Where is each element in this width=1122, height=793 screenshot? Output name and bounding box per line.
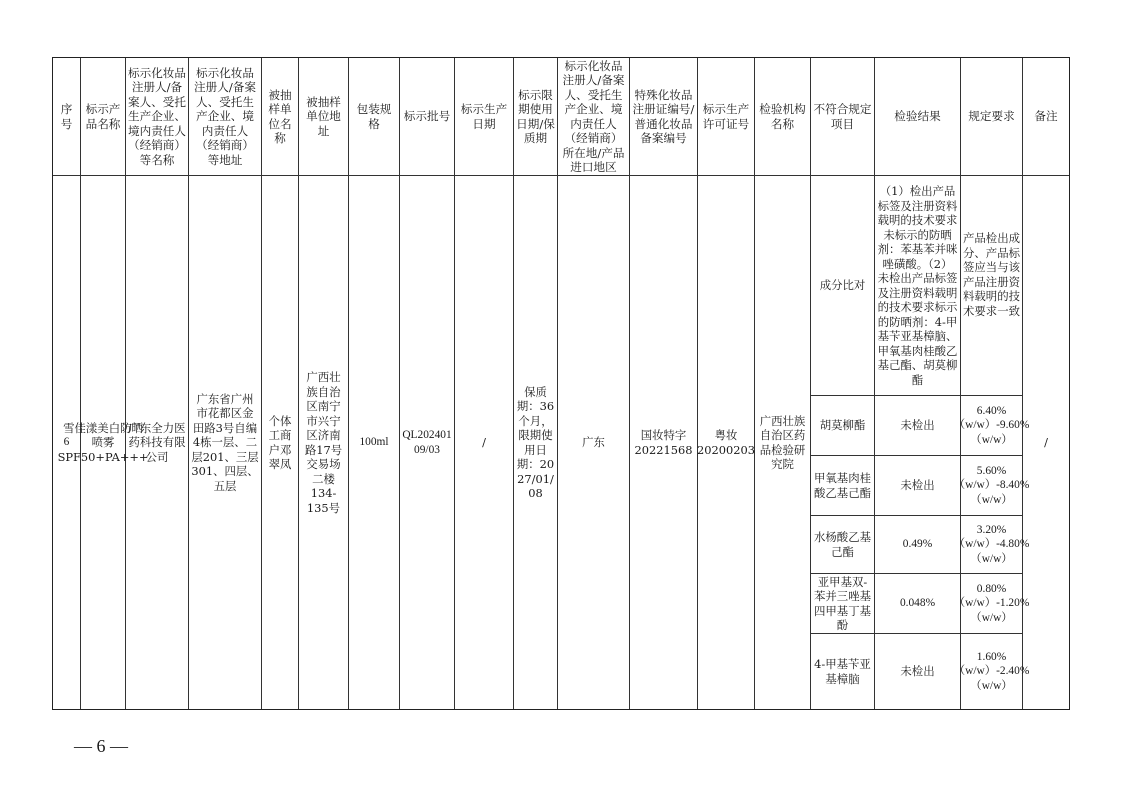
page-number: — 6 — [74, 736, 128, 756]
cell-requirement-6: 1.60%（w/w）-2.40%（w/w） [961, 634, 1023, 709]
cell-requirement-4: 3.20%（w/w）-4.80%（w/w） [961, 516, 1023, 574]
cell-result-5: 0.048% [875, 574, 961, 634]
cell-item-4: 水杨酸乙基己酯 [811, 516, 875, 574]
cell-license: 粤妆20200203 [698, 176, 755, 709]
cell-requirement-3: 5.60%（w/w）-8.40%（w/w） [961, 456, 1023, 516]
header-license: 标示生产许可证号 [698, 58, 755, 176]
header-item: 不符合规定项目 [811, 58, 875, 176]
cell-requirement-2: 6.40%（w/w）-9.60%（w/w） [961, 396, 1023, 456]
cell-sampled-address: 广西壮族自治区南宁市兴宁区济南路17号交易场二楼134-135号 [299, 176, 349, 709]
header-spec: 包装规格 [349, 58, 400, 176]
cell-item-5: 亚甲基双-苯并三唑基四甲基丁基酚 [811, 574, 875, 634]
header-prod-date: 标示生产日期 [455, 58, 514, 176]
header-product: 标示产品名称 [81, 58, 126, 176]
header-result: 检验结果 [875, 58, 961, 176]
cell-address: 广东省广州市花都区金田路3号自编4栋一层、二层201、三层301、四层、五层 [189, 176, 262, 709]
header-cert: 特殊化妆品注册证编号/普通化妆品备案编号 [630, 58, 698, 176]
cell-result-6: 未检出 [875, 634, 961, 709]
cell-requirement-1: 产品检出成分、产品标签应当与该产品注册资料载明的技术要求一致 [961, 176, 1023, 396]
cell-batch: QL20240109/03 [400, 176, 455, 709]
header-origin: 标示化妆品注册人/备案人、受托生产企业、境内责任人（经销商）所在地/产品进口地区 [558, 58, 630, 176]
header-seq: 序号 [53, 58, 81, 176]
cell-result-4: 0.49% [875, 516, 961, 574]
header-lab: 检验机构名称 [755, 58, 811, 176]
cell-item-2: 胡莫柳酯 [811, 396, 875, 456]
header-sampled-unit: 被抽样单位名称 [262, 58, 299, 176]
cell-shelf-life: 保质期：36个月，限期使用日期：2027/01/08 [514, 176, 558, 709]
cell-spec: 100ml [349, 176, 400, 709]
cell-item-1: 成分比对 [811, 176, 875, 396]
cell-remark: / [1044, 435, 1048, 450]
header-address: 标示化妆品注册人/备案人、受托生产企业、境内责任人（经销商）等地址 [189, 58, 262, 176]
header-sampled-address: 被抽样单位地址 [299, 58, 349, 176]
cell-requirement-5: 0.80%（w/w）-1.20%（w/w） [961, 574, 1023, 634]
cell-lab: 广西壮族自治区药品检验研究院 [755, 176, 811, 709]
cell-product: 雪佳漾美白防晒喷雾SPF50+PA+++ [81, 176, 126, 709]
cell-sampled-unit: 个体工商户邓翠凤 [262, 176, 299, 709]
cell-seq: 6 [53, 176, 81, 709]
cell-origin: 广东 [558, 176, 630, 709]
header-shelf-life: 标示限期使用日期/保质期 [514, 58, 558, 176]
header-remark: 备注 [1023, 58, 1069, 176]
cell-prod-date: / [455, 176, 514, 709]
cell-item-6: 4-甲基苄亚基樟脑 [811, 634, 875, 709]
cell-result-3: 未检出 [875, 456, 961, 516]
cell-cert: 国妆特字20221568 [630, 176, 698, 709]
header-batch: 标示批号 [400, 58, 455, 176]
inspection-table [52, 57, 1070, 710]
cell-result-2: 未检出 [875, 396, 961, 456]
cell-result-1: （1）检出产品标签及注册资料载明的技术要求未标示的防晒剂：苯基苯并咪唑磺酸。（2）未检出产品标签及注册资料载明的技术要求标示的防晒剂：4-甲基苄亚基樟脑、甲氧基肉桂酸乙基己酯、胡莫柳酯 [875, 176, 961, 396]
header-requirement: 规定要求 [961, 58, 1023, 176]
cell-item-3: 甲氧基肉桂酸乙基己酯 [811, 456, 875, 516]
header-registrant: 标示化妆品注册人/备案人、受托生产企业、境内责任人（经销商）等名称 [126, 58, 189, 176]
cell-registrant: 广东全力医药科技有限公司 [126, 176, 189, 709]
